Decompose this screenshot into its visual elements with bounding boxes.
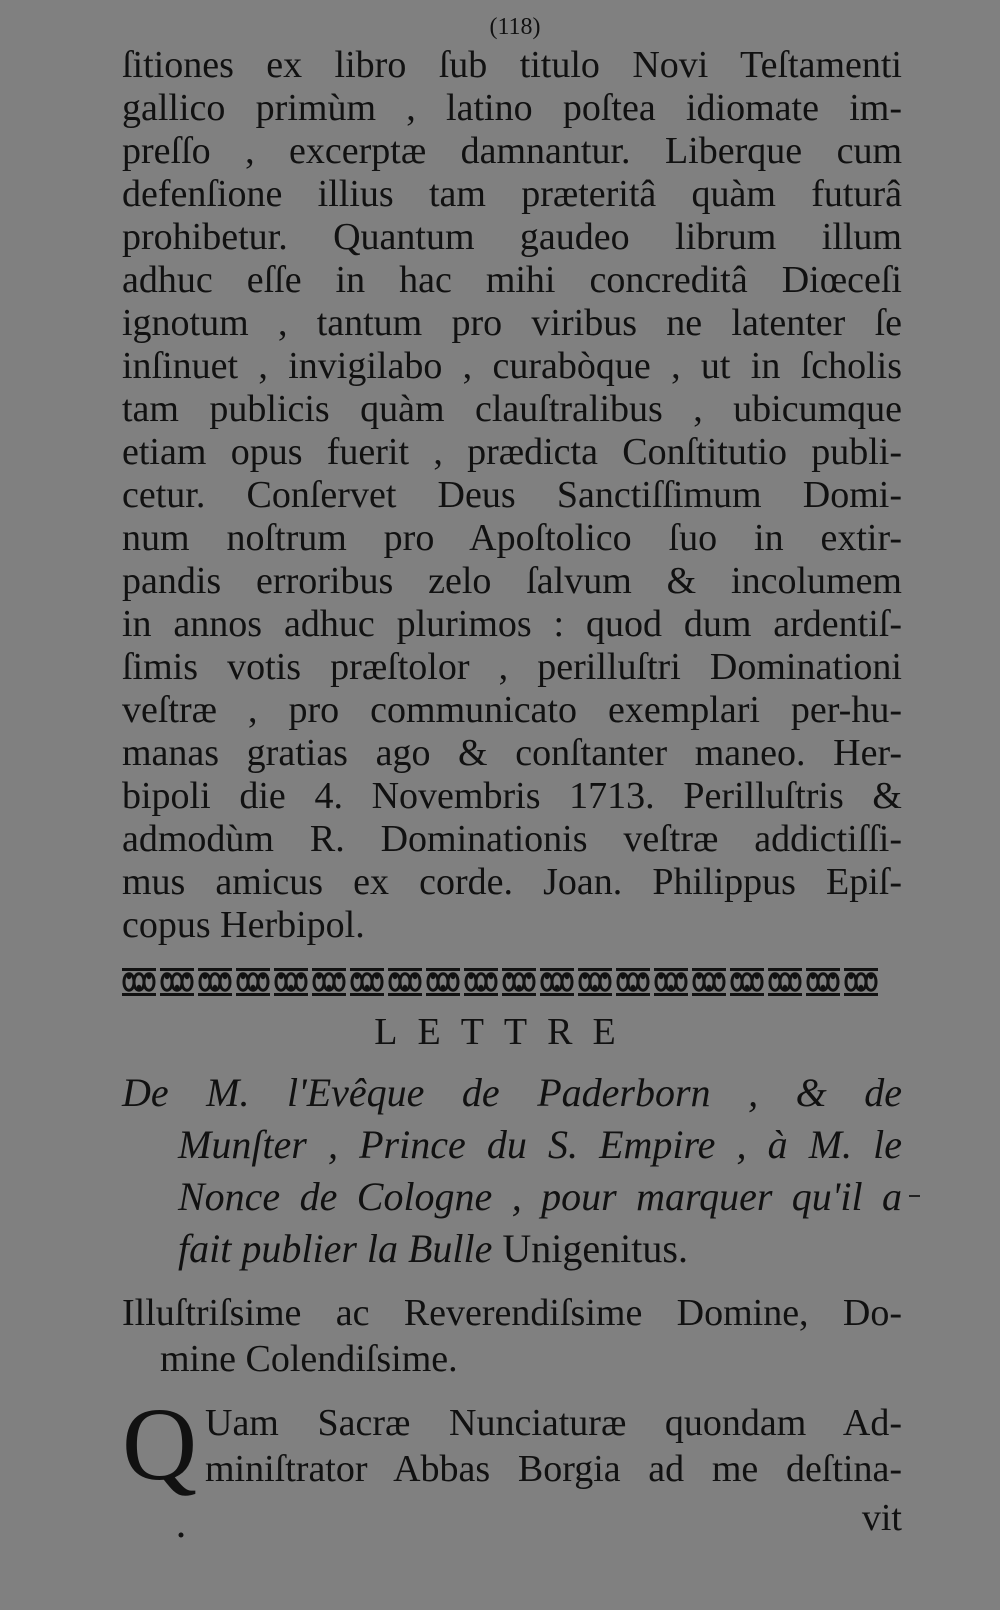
ornament-unit <box>730 968 764 996</box>
ornament-unit <box>540 968 574 996</box>
ornament-unit <box>350 968 384 996</box>
ornament-unit <box>274 968 308 996</box>
body-line: veſtræ , pro communicato exemplari per-hu- <box>122 689 902 731</box>
body-line: ignotum , tantum pro viribus ne latenter ſe <box>122 302 902 344</box>
body-line: miniſtrator Abbas Borgia ad me deſtina- <box>205 1448 902 1490</box>
body-line: adhuc eſſe in hac mihi concreditâ Diœceſi <box>122 259 902 301</box>
ornament-unit <box>388 968 422 996</box>
body-line: pandis erroribus zelo ſalvum & incolumem <box>122 560 902 602</box>
letter-title-line: Munſter , Prince du S. Empire , à M. le <box>178 1122 902 1167</box>
ornament-unit <box>464 968 498 996</box>
ornament-unit <box>502 968 536 996</box>
ornament-unit <box>578 968 612 996</box>
catchword: vit <box>861 1497 902 1539</box>
ornament-unit <box>160 968 194 996</box>
body-line: cetur. Conſervet Deus Sanctiſſimum Domi- <box>122 474 902 516</box>
body-line: defenſione illius tam præteritâ quàm futurâ <box>122 173 902 215</box>
body-line: bipoli die 4. Novembris 1713. Perilluſtris & <box>122 775 902 817</box>
letter-title-line <box>178 1224 902 1274</box>
body-line: in annos adhuc plurimos : quod dum ardentiſ- <box>122 603 902 645</box>
body-line: Uam Sacræ Nunciaturæ quondam Ad- <box>205 1402 902 1444</box>
ornament-unit <box>312 968 346 996</box>
ornament-unit <box>198 968 232 996</box>
body-line: mus amicus ex corde. Joan. Philippus Epiſ- <box>122 861 902 903</box>
margin-mark <box>908 1193 922 1199</box>
body-line: manas gratias ago & conſtanter maneo. Her- <box>122 732 902 774</box>
body-line: inſinuet , invigilabo , curabòque , ut in ſcholis <box>122 345 902 387</box>
ornament-unit <box>122 968 156 996</box>
letter-title-italic: fait publier la Bulle <box>178 1226 493 1271</box>
body-line: prohibetur. Quantum gaudeo librum illum <box>122 216 902 258</box>
ornament-unit <box>426 968 460 996</box>
body-line: gallico primùm , latino poſtea idiomate im- <box>122 87 902 129</box>
page-number: (118) <box>489 14 541 40</box>
drop-cap: Q <box>122 1387 198 1502</box>
ornament-unit <box>692 968 726 996</box>
body-line: ſitiones ex libro ſub titulo Novi Teſtamenti <box>122 44 902 86</box>
letter-title-line: De M. l'Evêque de Paderborn , & de <box>122 1070 902 1115</box>
ornament-unit <box>844 968 878 996</box>
body-line: tam publicis quàm clauſtralibus , ubicumque <box>122 388 902 430</box>
ornament-unit <box>654 968 688 996</box>
ornament-unit <box>236 968 270 996</box>
body-line: preſſo , excerptæ damnantur. Liberque cum <box>122 130 902 172</box>
body-line: etiam opus fuerit , prædicta Conſtitutio publi- <box>122 431 902 473</box>
ornament-unit <box>806 968 840 996</box>
letter-title-line: Nonce de Cologne , pour marquer qu'il a <box>178 1174 902 1219</box>
body-line: ſimis votis præſtolor , perilluſtri Dominationi <box>122 646 902 688</box>
salutation-line: Illuſtriſsime ac Reverendiſsime Domine, Do- <box>122 1292 902 1334</box>
ornament-unit <box>616 968 650 996</box>
salutation-line: mine Colendiſsime. <box>160 1338 458 1380</box>
ornament-divider <box>122 965 902 999</box>
ornament-unit <box>768 968 802 996</box>
body-line: num noſtrum pro Apoſtolico ſuo in extir- <box>122 517 902 559</box>
body-line: admodùm R. Dominationis veſtræ addictiſſi- <box>122 818 902 860</box>
body-line: copus Herbipol. <box>122 904 365 946</box>
ink-speck <box>177 1532 187 1538</box>
bull-name: Unigenitus. <box>502 1226 688 1271</box>
letter-heading: LETTRE <box>374 1011 636 1053</box>
